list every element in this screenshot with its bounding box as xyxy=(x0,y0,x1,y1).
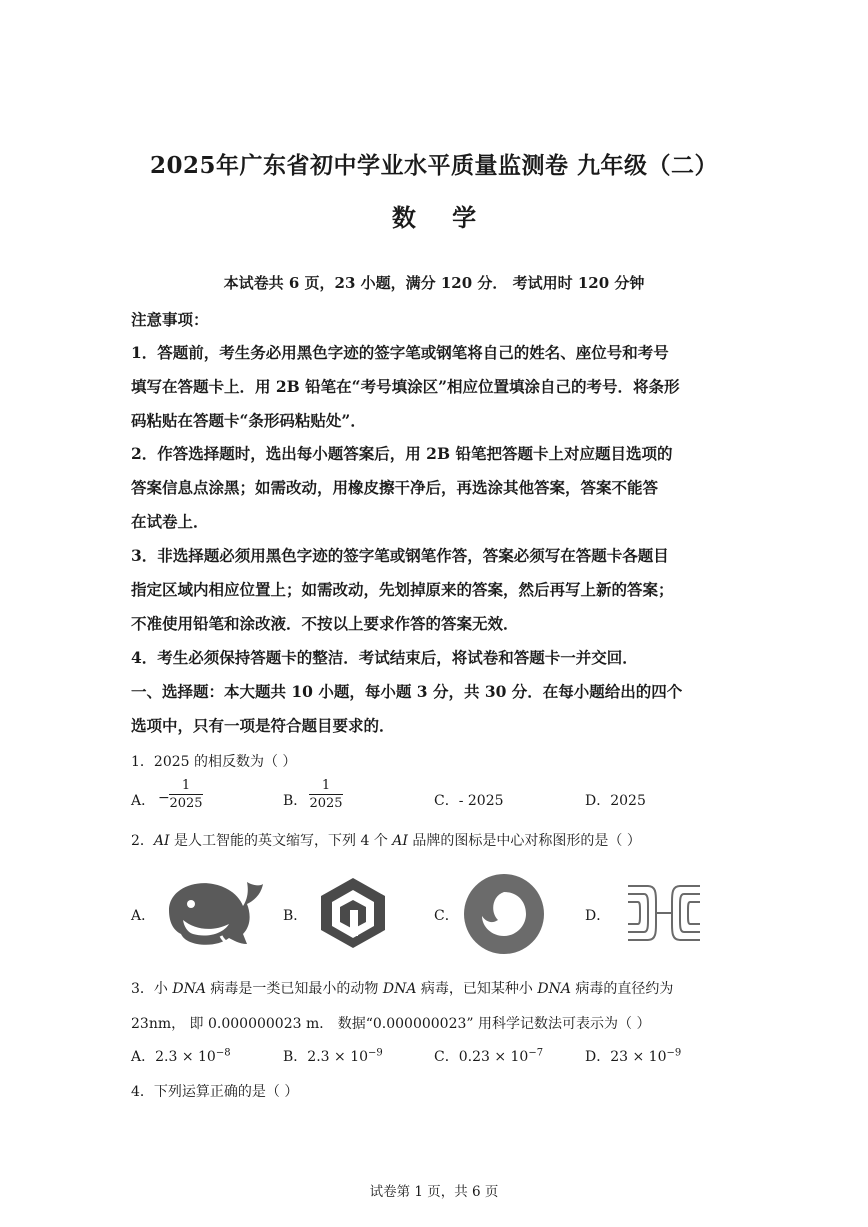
section-1-line-1: 一、选择题：本大题共 10 小题，每小题 3 分，共 30 分．在每小题给出的四个 xyxy=(131,682,683,701)
q3-dna-term: DNA xyxy=(382,981,417,997)
note-1-line-3: 码粘贴在答题卡“条形码粘贴处”． xyxy=(131,411,366,430)
note-3-line-2: 指定区域内相应位置上；如需改动，先划掉原来的答案，然后再写上新的答案； xyxy=(131,580,674,599)
note-1-line-1: 1．答题前，考生务必用黑色字迹的签字笔或钢笔将自己的姓名、座位号和考号 xyxy=(131,343,669,362)
note-2-line-1: 2．作答选择题时，选出每小题答案后，用 2B 铅笔把答题卡上对应题目选项的 xyxy=(131,444,673,463)
notes-heading: 注意事项： xyxy=(131,310,209,329)
q1-option-a-fraction xyxy=(169,778,203,811)
q3-option-b-exponent: −9 xyxy=(368,1047,383,1059)
note-3-line-1: 3．非选择题必须用黑色字迹的签字笔或钢笔作答，答案必须写在答题卡各题目 xyxy=(131,546,669,565)
q3-option-a-label: A． xyxy=(131,1049,156,1065)
q1-option-b-numerator: 1 xyxy=(321,778,331,793)
q2-stem-prefix: 2． xyxy=(131,833,154,849)
q1-option-b-fraction xyxy=(309,778,343,811)
note-2-line-2: 答案信息点涂黑；如需改动，用橡皮擦干净后，再选涂其他答案，答案不能答 xyxy=(131,478,659,497)
q2-option-c-label: C． xyxy=(434,908,459,924)
q1-option-a-denominator: 2025 xyxy=(169,796,203,811)
whale-logo-icon xyxy=(163,878,265,948)
q2-option-b-label: B． xyxy=(283,908,308,924)
q2-ai-term: AI xyxy=(392,833,408,849)
q3-option-c-label: C． xyxy=(434,1049,459,1065)
q3-option-d xyxy=(585,1046,681,1066)
note-3-line-3: 不准使用铅笔和涂改液．不按以上要求作答的答案无效． xyxy=(131,614,519,633)
ring-logo-icon xyxy=(462,872,546,956)
page-footer: 试卷第 1 页，共 6 页 xyxy=(369,1184,499,1200)
q3-text: 病毒是一类已知最小的动物 xyxy=(205,981,383,997)
q1-option-a-label: A． xyxy=(131,793,156,809)
q3-text: 病毒的直径约为 xyxy=(570,981,674,997)
q3-option-c-exponent: −7 xyxy=(528,1047,544,1059)
q1-option-c: C．- 2025 xyxy=(434,793,504,809)
q3-dna-term: DNA xyxy=(537,981,571,997)
wave-lines-logo-icon xyxy=(626,880,702,946)
note-4: 4．考生必须保持答题卡的整洁．考试结束后，将试卷和答题卡一并交回． xyxy=(131,648,638,667)
q3-option-d-exponent: −9 xyxy=(666,1047,682,1059)
q2-stem-suffix: 品牌的图标是中心对称图形的是（ ） xyxy=(407,833,641,849)
q1-option-b-label: B． xyxy=(283,793,308,809)
q1-option-b-denominator: 2025 xyxy=(309,796,343,811)
question-1-stem: 1．2025 的相反数为（ ） xyxy=(131,754,297,770)
q3-option-c-base: 0.23 × 10 xyxy=(458,1049,529,1065)
q3-option-b xyxy=(283,1046,383,1066)
q3-option-a-exponent: −8 xyxy=(215,1047,231,1059)
q3-option-a-base: 2.3 × 10 xyxy=(155,1049,216,1065)
q1-option-d: D．2025 xyxy=(585,793,646,809)
q2-option-d-label: D． xyxy=(585,908,611,924)
q1-option-a-numerator: 1 xyxy=(181,778,191,793)
q3-dna-term: DNA xyxy=(172,981,206,997)
q3-option-b-label: B． xyxy=(283,1049,308,1065)
q3-option-c xyxy=(434,1046,543,1066)
question-4-stem: 4．下列运算正确的是（ ） xyxy=(131,1084,299,1100)
section-1-line-2: 选项中，只有一项是符合题目要求的． xyxy=(131,716,395,735)
q3-option-d-label: D． xyxy=(585,1049,611,1065)
question-3-line-1 xyxy=(131,978,673,998)
fraction-bar xyxy=(309,794,343,795)
q3-text: 3．小 xyxy=(131,981,173,997)
q3-option-b-base: 2.3 × 10 xyxy=(307,1049,369,1065)
q2-option-a-label: A． xyxy=(131,908,156,924)
exam-title: 2025年广东省初中学业水平质量监测卷 九年级（二） xyxy=(149,152,719,179)
note-2-line-3: 在试卷上． xyxy=(131,512,209,531)
exam-info: 本试卷共 6 页，23 小题，满分 120 分． 考试用时 120 分钟 xyxy=(223,274,645,292)
subject-heading: 数 学 xyxy=(391,203,491,232)
q1-option-a-sign: − xyxy=(158,790,170,806)
note-1-line-2: 填写在答题卡上．用 2B 铅笔在“考号填涂区”相应位置填涂自己的考号．将条形 xyxy=(131,377,680,396)
question-2-stem xyxy=(131,830,641,850)
question-3-line-2: 23nm， 即 0.000000023 m． 数据“0.000000023” 用科学记数法可表示为（ ） xyxy=(131,1016,651,1032)
q2-stem-middle: 是人工智能的英文缩写，下列 4 个 xyxy=(169,833,393,849)
q3-option-d-base: 23 × 10 xyxy=(610,1049,667,1065)
q3-option-a xyxy=(131,1046,231,1066)
hexagon-cube-logo-icon xyxy=(318,876,388,950)
fraction-bar xyxy=(169,794,203,795)
q2-ai-term: AI xyxy=(153,833,170,849)
q3-text: 病毒，已知某种小 xyxy=(416,981,538,997)
